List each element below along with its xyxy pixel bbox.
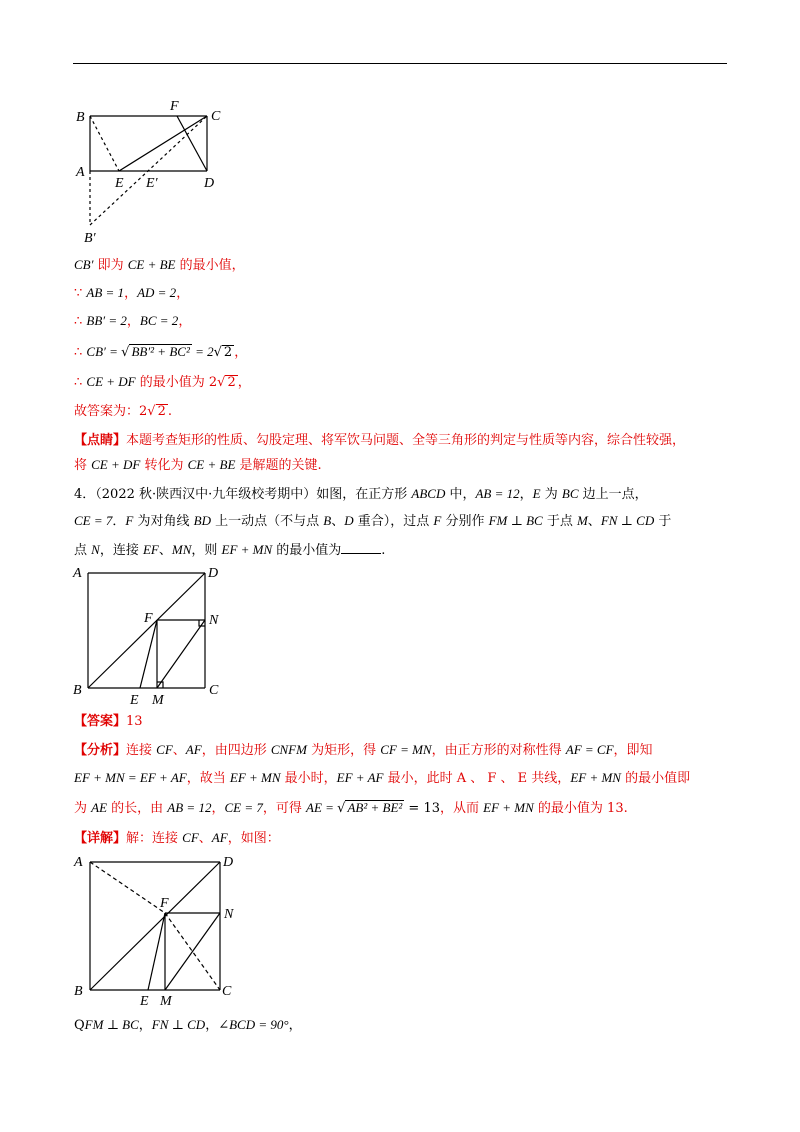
analysis-line-1: 【分析】连接 CF、AF，由四边形 CNFM 为矩形，得 CF = MN，由正方形的对称性得 AF = CF，即知	[74, 742, 653, 758]
solution-line-3: ∴ BB′ = 2，BC = 2，	[74, 313, 192, 329]
figure-problem-square	[70, 560, 230, 708]
solution-line-4: ∴ CB′ = √ BB′² + BC² = 2√ 2 ，	[74, 344, 248, 360]
header-rule	[73, 63, 727, 64]
fig2-label-a: A	[73, 566, 82, 581]
detail-line: 【详解】解：连接 CF、AF，如图：	[74, 830, 280, 846]
answer-blank[interactable]	[341, 541, 381, 554]
fig3-seg-af-dashed	[90, 862, 165, 913]
fig1-label-b: B	[76, 110, 85, 125]
fig3-label-c: C	[222, 984, 232, 999]
problem4-line-2: CE = 7．F 为对角线 BD 上一动点（不与点 B、D 重合），过点 F 分别作 FM ⊥ BC 于点 M、FN ⊥ CD 于	[74, 513, 672, 529]
fig2-label-f: F	[144, 611, 153, 626]
fig2-diagonal-bd	[88, 573, 205, 688]
last-line: QFM ⊥ BC，FN ⊥ CD，∠BCD = 90°，	[74, 1017, 302, 1033]
problem4-line-3: 点 N，连接 EF、MN，则 EF + MN 的最小值为 .	[74, 542, 386, 558]
analysis-tag: 【分析】	[74, 743, 127, 758]
fig3-label-e: E	[140, 994, 149, 1009]
detail-tag: 【详解】	[74, 831, 127, 846]
fig2-label-b: B	[73, 683, 82, 698]
analysis-line-3: 为 AE 的长，由 AB = 12，CE = 7，可得 AE = √ AB² + BE² = 13，从而 EF + MN 的最小值为 13.	[74, 800, 628, 816]
dianjing-tag: 【点睛】	[74, 433, 127, 448]
fig2-seg-mn	[157, 620, 205, 688]
fig1-label-e-prime: E′	[146, 176, 158, 191]
fig3-label-d: D	[223, 855, 234, 870]
fig1-label-d: D	[204, 176, 215, 191]
fig1-seg-be-dashed	[90, 116, 119, 171]
fig2-label-d: D	[208, 566, 219, 581]
analysis-line-2: EF + MN = EF + AF，故当 EF + MN 最小时，EF + AF 最小，此时 A 、 F 、 E 共线，EF + MN 的最小值即	[74, 770, 691, 786]
fig1-label-b-prime: B′	[84, 231, 96, 246]
fig2-label-n: N	[209, 613, 219, 628]
problem4-line-1: 4．（2022 秋·陕西汉中·九年级校考期中）如图，在正方形 ABCD 中，AB = 12，E 为 BC 边上一点，	[74, 486, 648, 502]
fig3-label-b: B	[74, 984, 83, 999]
fig1-label-a: A	[76, 165, 85, 180]
solution-line-6: 故答案为：2√ 2 .	[74, 404, 172, 419]
dianjing-line-1: 【点睛】本题考查矩形的性质、勾股定理、将军饮马问题、全等三角形的判定与性质等内容，综合性较强，	[74, 433, 686, 448]
fig1-label-f: F	[170, 99, 179, 114]
dianjing-line-2: 将 CE + DF 转化为 CE + BE 是解题的关键.	[74, 457, 322, 473]
fig3-label-f: F	[160, 896, 169, 911]
solution-line-2: ∵ AB = 1，AD = 2，	[74, 285, 190, 301]
answer-line	[74, 714, 143, 730]
fig3-label-m: M	[160, 994, 172, 1009]
fig3-label-a: A	[74, 855, 83, 870]
solution-line-5: ∴ CE + DF 的最小值为 2√ 2 ，	[74, 374, 251, 390]
fig1-seg-ce	[119, 116, 207, 171]
fig1-label-c: C	[211, 109, 221, 124]
answer-tag: 【答案】	[74, 714, 127, 729]
fig1-seg-fd	[177, 116, 207, 171]
figure-solution-square	[70, 848, 240, 1010]
fig2-label-m: M	[152, 693, 164, 708]
fig3-label-n: N	[224, 907, 234, 922]
fig2-label-e: E	[130, 693, 139, 708]
solution-line-1: CB′ 即为 CE + BE 的最小值，	[74, 257, 245, 273]
fig2-label-c: C	[209, 683, 219, 698]
answer-value: 13	[126, 714, 143, 729]
fig1-label-e: E	[115, 176, 124, 191]
fig2-seg-ef	[140, 620, 157, 688]
figure-rectangle-reflection	[70, 95, 240, 250]
fig3-diagonal-bd	[90, 862, 220, 990]
